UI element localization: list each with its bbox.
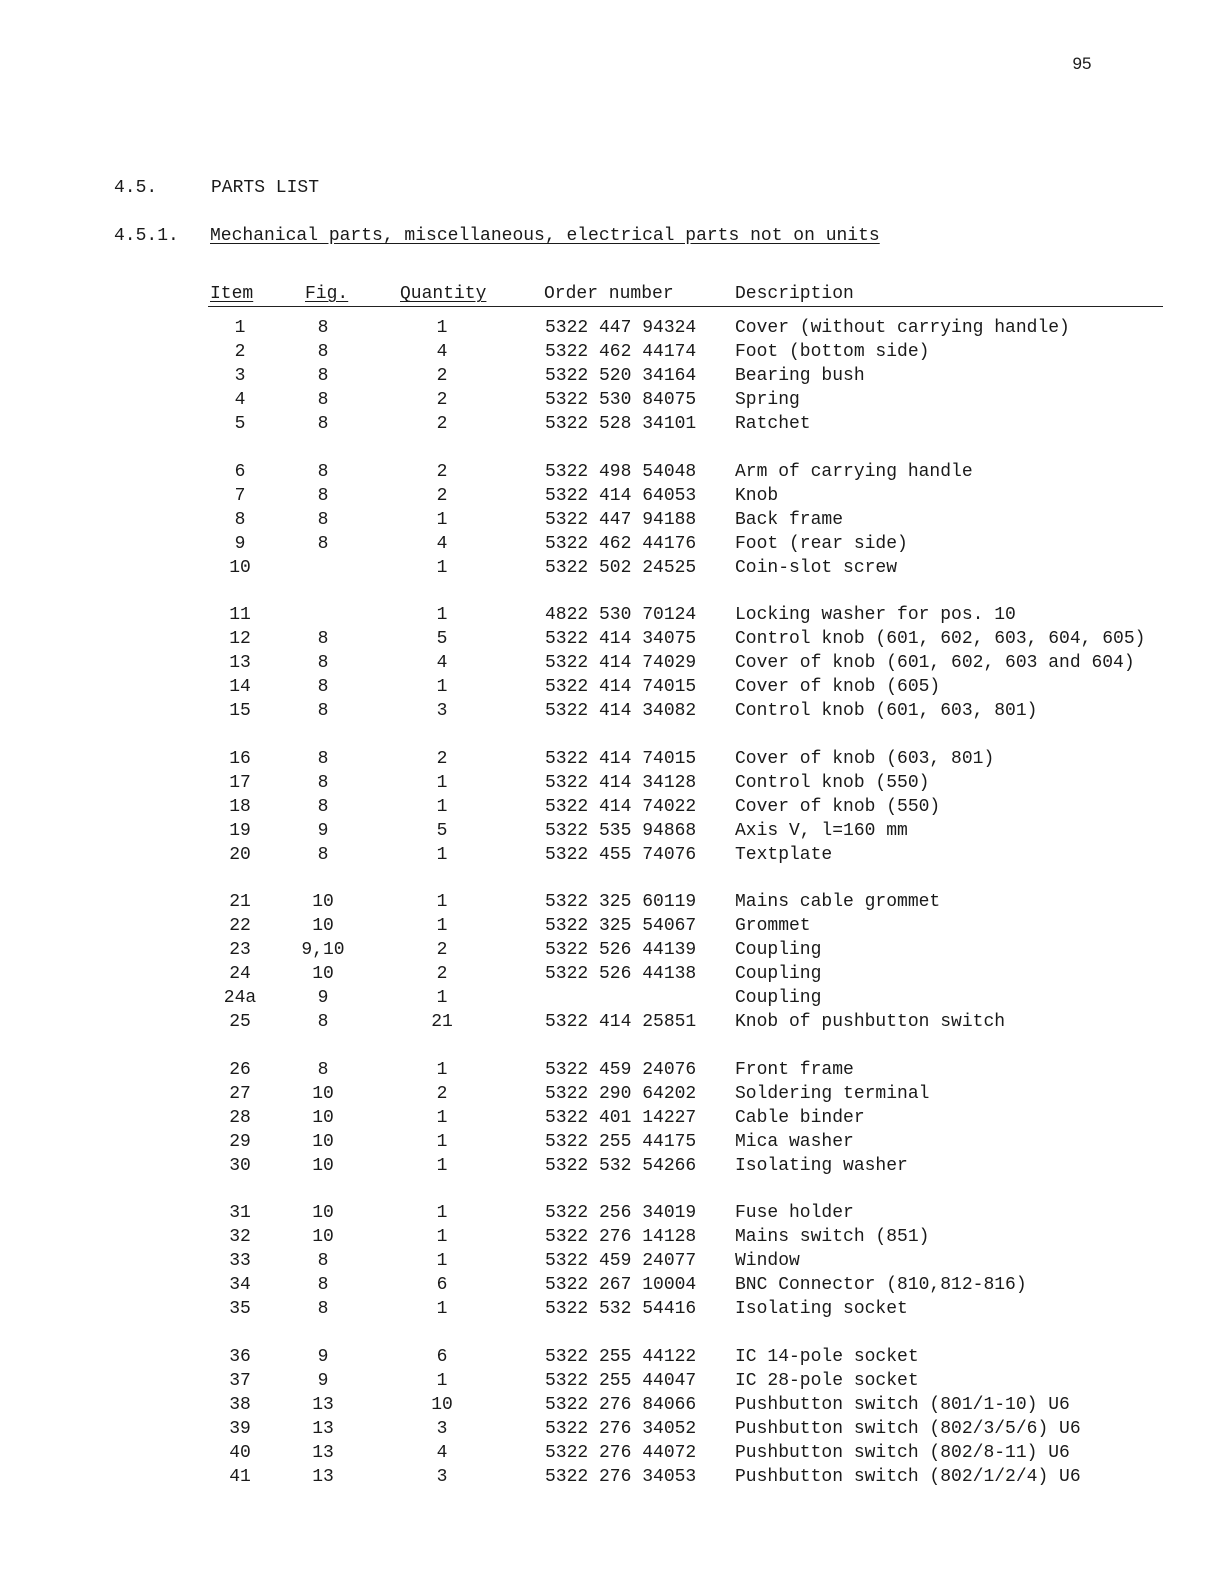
- header-order-number: Order number: [544, 284, 674, 304]
- cell-item: 4: [234, 390, 246, 410]
- cell-item: 15: [229, 701, 251, 721]
- cell-fig: 9: [317, 1370, 329, 1391]
- cell-description: IC 28-pole socket: [735, 1370, 919, 1391]
- table-row: [0, 1395, 1224, 1419]
- cell-item: 9: [234, 533, 246, 554]
- cell-description: Fuse holder: [735, 1203, 854, 1223]
- table-row: [0, 342, 1224, 366]
- cell-description: Coupling: [735, 940, 822, 960]
- table-row: [0, 1251, 1224, 1275]
- cell-quantity: 1: [436, 1227, 448, 1247]
- subsection-number: 4.5.1.: [114, 226, 179, 246]
- cell-item: 16: [229, 748, 251, 769]
- cell-description: IC 14-pole socket: [735, 1346, 919, 1367]
- page-number: 95: [1072, 54, 1092, 73]
- cell-fig: 8: [317, 342, 329, 362]
- cell-fig: 8: [317, 318, 329, 338]
- cell-description: Pushbutton switch (802/3/5/6) U6: [735, 1418, 1081, 1439]
- cell-quantity: 1: [436, 988, 448, 1008]
- cell-order-number: 5322 414 74015: [545, 748, 697, 769]
- row-group: [0, 1203, 1224, 1323]
- cell-order-number: 5322 498 54048: [545, 461, 697, 482]
- table-row: [0, 462, 1224, 486]
- cell-order-number: 5322 528 34101: [545, 414, 697, 434]
- cell-item: 23: [229, 940, 251, 960]
- cell-fig: 9: [317, 988, 329, 1008]
- cell-description: Mains switch (851): [735, 1227, 930, 1247]
- cell-fig: 10: [312, 964, 334, 984]
- row-group: [0, 892, 1224, 1036]
- cell-fig: 8: [317, 485, 329, 506]
- cell-fig: 10: [312, 1227, 334, 1247]
- cell-description: Axis V, l=160 mm: [735, 820, 908, 841]
- table-row: [0, 892, 1224, 916]
- cell-order-number: 5322 535 94868: [545, 820, 697, 841]
- cell-quantity: 2: [436, 366, 448, 386]
- cell-item: 21: [229, 892, 251, 912]
- table-row: [0, 1371, 1224, 1395]
- cell-fig: 8: [317, 701, 329, 721]
- table-row: [0, 988, 1224, 1012]
- cell-order-number: 5322 502 24525: [545, 557, 697, 578]
- subsection-title: Mechanical parts, miscellaneous, electrical parts not on units: [210, 226, 880, 246]
- cell-fig: 13: [312, 1418, 334, 1439]
- cell-item: 8: [234, 509, 246, 530]
- cell-description: Cover (without carrying handle): [735, 318, 1070, 338]
- table-row: [0, 486, 1224, 510]
- parts-table-body: [0, 318, 1224, 1514]
- table-row: [0, 1275, 1224, 1299]
- cell-order-number: 5322 255 44122: [545, 1346, 697, 1367]
- table-row: [0, 366, 1224, 390]
- cell-item: 30: [229, 1155, 251, 1176]
- table-row: [0, 1132, 1224, 1156]
- cell-description: Isolating washer: [735, 1155, 908, 1176]
- cell-order-number: 5322 414 34128: [545, 772, 697, 793]
- cell-quantity: 1: [436, 1203, 448, 1223]
- cell-description: Pushbutton switch (802/8-11) U6: [735, 1442, 1070, 1463]
- cell-fig: 8: [317, 1059, 329, 1080]
- table-row: [0, 1203, 1224, 1227]
- section-title: PARTS LIST: [211, 178, 320, 198]
- cell-description: Knob of pushbutton switch: [735, 1012, 1006, 1032]
- cell-item: 34: [229, 1275, 251, 1295]
- cell-quantity: 1: [436, 1299, 448, 1319]
- cell-quantity: 1: [436, 1059, 448, 1080]
- cell-fig: 13: [312, 1394, 334, 1415]
- cell-item: 24a: [223, 988, 257, 1008]
- cell-quantity: 1: [436, 1131, 448, 1152]
- table-row: [0, 964, 1224, 988]
- cell-quantity: 2: [436, 485, 448, 506]
- cell-fig: 10: [312, 1131, 334, 1152]
- cell-fig: 10: [312, 1203, 334, 1223]
- table-row: [0, 701, 1224, 725]
- table-row: [0, 1419, 1224, 1443]
- cell-order-number: 5322 401 14227: [545, 1107, 697, 1128]
- cell-description: Cover of knob (603, 801): [735, 748, 995, 769]
- cell-item: 22: [229, 916, 251, 936]
- table-row: [0, 821, 1224, 845]
- cell-description: Coin-slot screw: [735, 557, 898, 578]
- header-fig: Fig.: [305, 284, 349, 304]
- row-group: [0, 1060, 1224, 1180]
- table-row: [0, 414, 1224, 438]
- cell-item: 37: [229, 1370, 251, 1391]
- table-row: [0, 845, 1224, 869]
- cell-description: Coupling: [735, 988, 822, 1008]
- cell-item: 3: [234, 366, 246, 386]
- header-quantity: Quantity: [400, 284, 487, 304]
- cell-order-number: 5322 447 94188: [545, 509, 697, 530]
- cell-quantity: 1: [436, 509, 448, 530]
- table-row: [0, 940, 1224, 964]
- cell-item: 38: [229, 1394, 251, 1415]
- cell-description: BNC Connector (810,812-816): [735, 1275, 1027, 1295]
- cell-fig: 9,10: [301, 940, 345, 960]
- cell-item: 1: [234, 318, 246, 338]
- cell-item: 31: [229, 1203, 251, 1223]
- table-row: [0, 510, 1224, 534]
- cell-order-number: 5322 530 84075: [545, 390, 697, 410]
- cell-fig: 8: [317, 509, 329, 530]
- cell-description: Mains cable grommet: [735, 892, 941, 912]
- cell-fig: 8: [317, 1251, 329, 1271]
- cell-fig: 8: [317, 414, 329, 434]
- cell-quantity: 1: [436, 916, 448, 936]
- header-item: Item: [210, 284, 254, 304]
- cell-quantity: 2: [436, 414, 448, 434]
- section-number: 4.5.: [114, 178, 158, 198]
- cell-quantity: 3: [436, 1418, 448, 1439]
- table-row: [0, 797, 1224, 821]
- cell-quantity: 4: [436, 533, 448, 554]
- cell-item: 12: [229, 629, 251, 649]
- table-row: [0, 1060, 1224, 1084]
- cell-description: Arm of carrying handle: [735, 461, 973, 482]
- cell-item: 20: [229, 844, 251, 865]
- cell-item: 29: [229, 1131, 251, 1152]
- cell-fig: 8: [317, 366, 329, 386]
- table-row: [0, 916, 1224, 940]
- cell-fig: 8: [317, 748, 329, 769]
- cell-order-number: 5322 414 74029: [545, 653, 697, 673]
- table-row: [0, 1299, 1224, 1323]
- table-row: [0, 1108, 1224, 1132]
- cell-description: Cover of knob (605): [735, 677, 941, 697]
- cell-fig: 10: [312, 1083, 334, 1104]
- cell-quantity: 1: [436, 605, 448, 625]
- cell-item: 32: [229, 1227, 251, 1247]
- cell-description: Soldering terminal: [735, 1083, 930, 1104]
- cell-fig: 8: [317, 461, 329, 482]
- cell-fig: 10: [312, 892, 334, 912]
- cell-quantity: 1: [436, 892, 448, 912]
- cell-order-number: 5322 462 44174: [545, 342, 697, 362]
- cell-description: Window: [735, 1251, 800, 1271]
- cell-description: Back frame: [735, 509, 844, 530]
- cell-order-number: 5322 276 34052: [545, 1418, 697, 1439]
- cell-quantity: 1: [436, 557, 448, 578]
- cell-order-number: 5322 325 54067: [545, 916, 697, 936]
- cell-fig: 13: [312, 1442, 334, 1463]
- cell-order-number: 5322 267 10004: [545, 1275, 697, 1295]
- cell-item: 35: [229, 1299, 251, 1319]
- cell-description: Front frame: [735, 1059, 854, 1080]
- cell-item: 25: [229, 1012, 251, 1032]
- cell-quantity: 5: [436, 820, 448, 841]
- cell-quantity: 6: [436, 1346, 448, 1367]
- cell-order-number: 5322 526 44138: [545, 964, 697, 984]
- cell-description: Locking washer for pos. 10: [735, 605, 1016, 625]
- cell-description: Grommet: [735, 916, 811, 936]
- parts-table-header: [208, 284, 1163, 307]
- cell-description: Isolating socket: [735, 1299, 908, 1319]
- cell-quantity: 2: [436, 748, 448, 769]
- cell-fig: 10: [312, 916, 334, 936]
- row-group: [0, 749, 1224, 869]
- cell-description: Knob: [735, 485, 779, 506]
- cell-quantity: 1: [436, 677, 448, 697]
- cell-order-number: 5322 414 34082: [545, 701, 697, 721]
- cell-fig: 8: [317, 1012, 329, 1032]
- row-group: [0, 462, 1224, 582]
- cell-description: Spring: [735, 390, 800, 410]
- cell-order-number: 5322 459 24076: [545, 1059, 697, 1080]
- cell-order-number: 5322 255 44047: [545, 1370, 697, 1391]
- cell-description: Mica washer: [735, 1131, 854, 1152]
- cell-order-number: 5322 290 64202: [545, 1083, 697, 1104]
- table-row: [0, 1012, 1224, 1036]
- cell-fig: 8: [317, 677, 329, 697]
- cell-order-number: 5322 276 44072: [545, 1442, 697, 1463]
- cell-quantity: 1: [436, 796, 448, 817]
- cell-order-number: 5322 414 34075: [545, 629, 697, 649]
- table-row: [0, 558, 1224, 582]
- cell-order-number: 5322 276 84066: [545, 1394, 697, 1415]
- cell-quantity: 6: [436, 1275, 448, 1295]
- cell-fig: 8: [317, 1299, 329, 1319]
- cell-description: Coupling: [735, 964, 822, 984]
- cell-item: 19: [229, 820, 251, 841]
- cell-item: 41: [229, 1466, 251, 1487]
- cell-item: 39: [229, 1418, 251, 1439]
- cell-order-number: 5322 325 60119: [545, 892, 697, 912]
- cell-item: 40: [229, 1442, 251, 1463]
- cell-quantity: 1: [436, 844, 448, 865]
- cell-fig: 10: [312, 1107, 334, 1128]
- cell-fig: 8: [317, 390, 329, 410]
- cell-item: 18: [229, 796, 251, 817]
- cell-order-number: 5322 414 74022: [545, 796, 697, 817]
- cell-fig: 10: [312, 1155, 334, 1176]
- cell-quantity: 1: [436, 1155, 448, 1176]
- cell-fig: 8: [317, 1275, 329, 1295]
- table-row: [0, 1347, 1224, 1371]
- cell-order-number: 5322 455 74076: [545, 844, 697, 865]
- table-row: [0, 629, 1224, 653]
- cell-order-number: 5322 414 25851: [545, 1012, 697, 1032]
- cell-fig: 8: [317, 629, 329, 649]
- cell-fig: 9: [317, 820, 329, 841]
- table-row: [0, 534, 1224, 558]
- cell-order-number: 5322 255 44175: [545, 1131, 697, 1152]
- cell-item: 26: [229, 1059, 251, 1080]
- cell-quantity: 1: [436, 318, 448, 338]
- cell-item: 14: [229, 677, 251, 697]
- cell-fig: 9: [317, 1346, 329, 1367]
- cell-item: 24: [229, 964, 251, 984]
- cell-item: 5: [234, 414, 246, 434]
- cell-quantity: 4: [436, 342, 448, 362]
- cell-item: 27: [229, 1083, 251, 1104]
- cell-order-number: 5322 526 44139: [545, 940, 697, 960]
- cell-item: 17: [229, 772, 251, 793]
- cell-item: 28: [229, 1107, 251, 1128]
- cell-quantity: 5: [436, 629, 448, 649]
- cell-order-number: 5322 462 44176: [545, 533, 697, 554]
- table-row: [0, 605, 1224, 629]
- row-group: [0, 605, 1224, 725]
- table-row: [0, 749, 1224, 773]
- cell-item: 6: [234, 461, 246, 482]
- cell-quantity: 1: [436, 1251, 448, 1271]
- cell-item: 2: [234, 342, 246, 362]
- cell-quantity: 2: [436, 461, 448, 482]
- cell-description: Control knob (601, 602, 603, 604, 605): [735, 629, 1146, 649]
- table-row: [0, 1227, 1224, 1251]
- cell-quantity: 10: [431, 1394, 453, 1415]
- cell-fig: 8: [317, 844, 329, 865]
- cell-fig: 8: [317, 653, 329, 673]
- cell-order-number: 5322 459 24077: [545, 1251, 697, 1271]
- cell-description: Foot (bottom side): [735, 342, 930, 362]
- cell-quantity: 1: [436, 772, 448, 793]
- table-row: [0, 677, 1224, 701]
- cell-description: Cable binder: [735, 1107, 865, 1128]
- table-row: [0, 653, 1224, 677]
- cell-item: 36: [229, 1346, 251, 1367]
- cell-description: Pushbutton switch (801/1-10) U6: [735, 1394, 1070, 1415]
- cell-description: Control knob (550): [735, 772, 930, 793]
- cell-quantity: 4: [436, 1442, 448, 1463]
- cell-quantity: 2: [436, 940, 448, 960]
- cell-quantity: 2: [436, 964, 448, 984]
- cell-description: Ratchet: [735, 414, 811, 434]
- cell-description: Foot (rear side): [735, 533, 908, 554]
- cell-quantity: 3: [436, 701, 448, 721]
- cell-item: 33: [229, 1251, 251, 1271]
- cell-quantity: 4: [436, 653, 448, 673]
- table-row: [0, 1156, 1224, 1180]
- cell-description: Cover of knob (601, 602, 603 and 604): [735, 653, 1135, 673]
- cell-order-number: 5322 256 34019: [545, 1203, 697, 1223]
- table-row: [0, 1443, 1224, 1467]
- cell-order-number: 5322 447 94324: [545, 318, 697, 338]
- cell-order-number: 5322 276 14128: [545, 1227, 697, 1247]
- table-row: [0, 1084, 1224, 1108]
- cell-quantity: 2: [436, 390, 448, 410]
- cell-description: Control knob (601, 603, 801): [735, 701, 1038, 721]
- cell-quantity: 3: [436, 1466, 448, 1487]
- table-row: [0, 390, 1224, 414]
- cell-order-number: 5322 532 54416: [545, 1299, 697, 1319]
- cell-description: Pushbutton switch (802/1/2/4) U6: [735, 1466, 1081, 1487]
- cell-quantity: 1: [436, 1370, 448, 1391]
- header-description: Description: [735, 284, 854, 304]
- table-row: [0, 318, 1224, 342]
- cell-description: Cover of knob (550): [735, 796, 941, 817]
- cell-fig: 13: [312, 1466, 334, 1487]
- cell-fig: 8: [317, 772, 329, 793]
- cell-order-number: 4822 530 70124: [545, 605, 697, 625]
- cell-quantity: 2: [436, 1083, 448, 1104]
- cell-item: 7: [234, 485, 246, 506]
- cell-item: 11: [229, 605, 251, 625]
- row-group: [0, 1347, 1224, 1491]
- cell-order-number: 5322 276 34053: [545, 1466, 697, 1487]
- cell-item: 10: [229, 557, 251, 578]
- cell-description: Textplate: [735, 844, 833, 865]
- cell-description: Bearing bush: [735, 366, 865, 386]
- cell-order-number: 5322 414 74015: [545, 677, 697, 697]
- cell-order-number: 5322 520 34164: [545, 366, 697, 386]
- cell-order-number: 5322 532 54266: [545, 1155, 697, 1176]
- cell-order-number: 5322 414 64053: [545, 485, 697, 506]
- table-row: [0, 1467, 1224, 1491]
- row-group: [0, 318, 1224, 438]
- cell-quantity: 21: [431, 1012, 453, 1032]
- cell-fig: 8: [317, 533, 329, 554]
- cell-item: 13: [229, 653, 251, 673]
- cell-fig: 8: [317, 796, 329, 817]
- table-row: [0, 773, 1224, 797]
- cell-quantity: 1: [436, 1107, 448, 1128]
